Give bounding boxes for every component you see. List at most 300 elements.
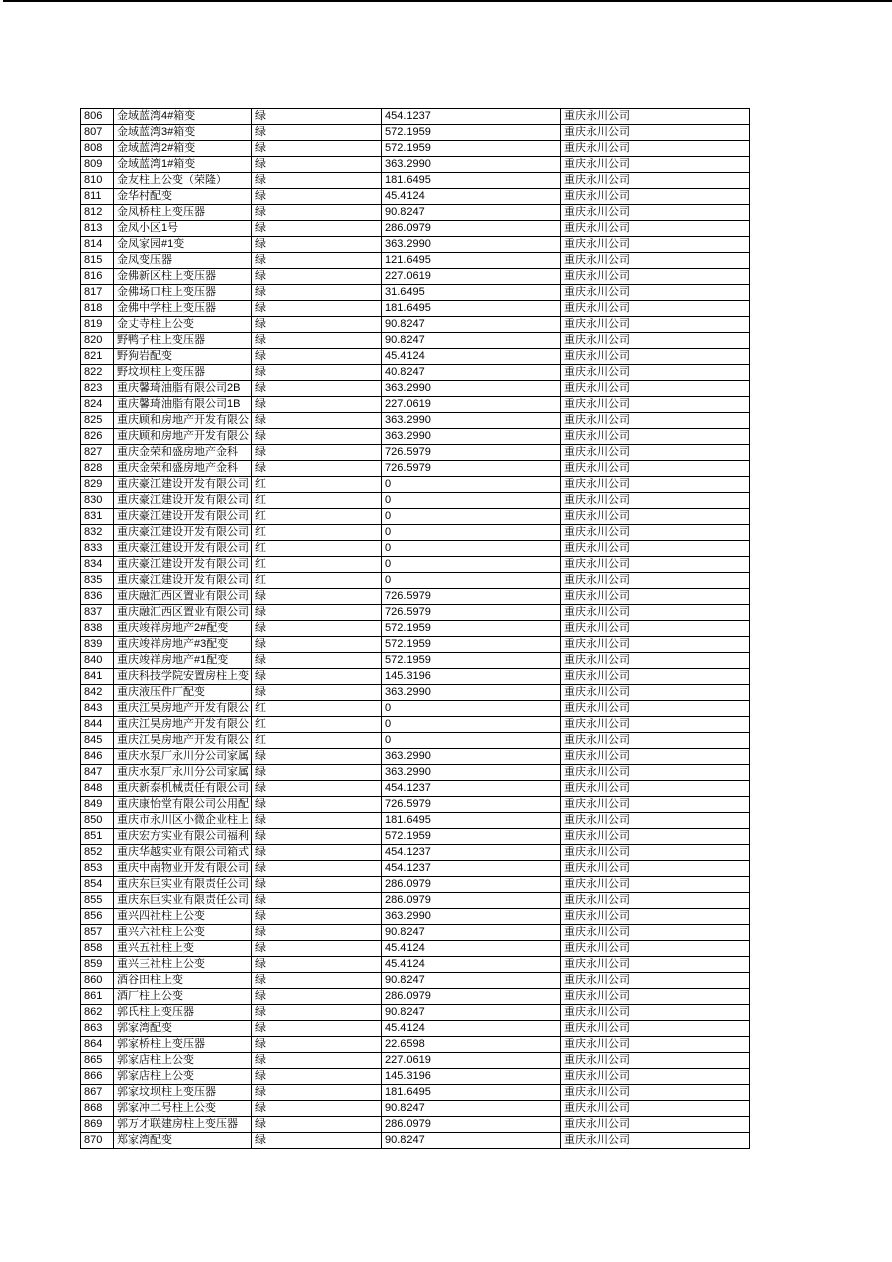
cell-company[interactable]: 重庆永川公司 (561, 1085, 750, 1101)
cell-status[interactable]: 绿 (252, 909, 382, 925)
cell-value[interactable]: 726.5979 (382, 445, 561, 461)
cell-row-number[interactable]: 834 (81, 557, 114, 573)
cell-company[interactable]: 重庆永川公司 (561, 333, 750, 349)
cell-status[interactable]: 绿 (252, 813, 382, 829)
cell-status[interactable]: 绿 (252, 269, 382, 285)
cell-status[interactable]: 红 (252, 557, 382, 573)
cell-company[interactable]: 重庆永川公司 (561, 189, 750, 205)
cell-status[interactable]: 绿 (252, 1069, 382, 1085)
cell-row-number[interactable]: 820 (81, 333, 114, 349)
cell-value[interactable]: 726.5979 (382, 797, 561, 813)
cell-device-name[interactable]: 金华村配变 (114, 189, 252, 205)
cell-row-number[interactable]: 858 (81, 941, 114, 957)
cell-device-name[interactable]: 郑家湾配变 (114, 1133, 252, 1149)
cell-row-number[interactable]: 823 (81, 381, 114, 397)
cell-row-number[interactable]: 809 (81, 157, 114, 173)
cell-status[interactable]: 绿 (252, 205, 382, 221)
cell-value[interactable]: 90.8247 (382, 317, 561, 333)
cell-device-name[interactable]: 郭家桥柱上变压器 (114, 1037, 252, 1053)
cell-row-number[interactable]: 814 (81, 237, 114, 253)
cell-value[interactable]: 90.8247 (382, 333, 561, 349)
cell-row-number[interactable]: 827 (81, 445, 114, 461)
cell-company[interactable]: 重庆永川公司 (561, 445, 750, 461)
cell-device-name[interactable]: 重庆科技学院安置房柱上变 (114, 669, 252, 685)
cell-row-number[interactable]: 830 (81, 493, 114, 509)
cell-row-number[interactable]: 825 (81, 413, 114, 429)
cell-company[interactable]: 重庆永川公司 (561, 621, 750, 637)
cell-row-number[interactable]: 833 (81, 541, 114, 557)
cell-device-name[interactable]: 重庆东巨实业有限责任公司 (114, 893, 252, 909)
cell-status[interactable]: 红 (252, 477, 382, 493)
cell-status[interactable]: 绿 (252, 317, 382, 333)
cell-row-number[interactable]: 816 (81, 269, 114, 285)
cell-device-name[interactable]: 金凤桥柱上变压器 (114, 205, 252, 221)
cell-device-name[interactable]: 重庆康怡堂有限公司公用配 (114, 797, 252, 813)
cell-row-number[interactable]: 851 (81, 829, 114, 845)
cell-company[interactable]: 重庆永川公司 (561, 509, 750, 525)
cell-device-name[interactable]: 重庆水泵厂永川分公司家属 (114, 749, 252, 765)
cell-value[interactable]: 145.3196 (382, 1069, 561, 1085)
cell-row-number[interactable]: 850 (81, 813, 114, 829)
cell-company[interactable]: 重庆永川公司 (561, 141, 750, 157)
cell-row-number[interactable]: 866 (81, 1069, 114, 1085)
cell-value[interactable]: 363.2990 (382, 413, 561, 429)
cell-row-number[interactable]: 847 (81, 765, 114, 781)
cell-company[interactable]: 重庆永川公司 (561, 717, 750, 733)
cell-value[interactable]: 0 (382, 573, 561, 589)
cell-row-number[interactable]: 852 (81, 845, 114, 861)
cell-status[interactable]: 红 (252, 701, 382, 717)
cell-row-number[interactable]: 828 (81, 461, 114, 477)
cell-company[interactable]: 重庆永川公司 (561, 941, 750, 957)
cell-company[interactable]: 重庆永川公司 (561, 989, 750, 1005)
cell-value[interactable]: 572.1959 (382, 829, 561, 845)
cell-status[interactable]: 绿 (252, 1021, 382, 1037)
cell-company[interactable]: 重庆永川公司 (561, 541, 750, 557)
cell-value[interactable]: 90.8247 (382, 1005, 561, 1021)
cell-device-name[interactable]: 郭家坟坝柱上变压器 (114, 1085, 252, 1101)
cell-device-name[interactable]: 重庆馨琦油脂有限公司1B (114, 397, 252, 413)
cell-row-number[interactable]: 848 (81, 781, 114, 797)
cell-company[interactable]: 重庆永川公司 (561, 253, 750, 269)
cell-company[interactable]: 重庆永川公司 (561, 1117, 750, 1133)
cell-device-name[interactable]: 重兴三社柱上公变 (114, 957, 252, 973)
cell-status[interactable]: 绿 (252, 1101, 382, 1117)
cell-row-number[interactable]: 849 (81, 797, 114, 813)
cell-row-number[interactable]: 854 (81, 877, 114, 893)
cell-company[interactable]: 重庆永川公司 (561, 973, 750, 989)
cell-row-number[interactable]: 843 (81, 701, 114, 717)
cell-value[interactable]: 0 (382, 509, 561, 525)
cell-company[interactable]: 重庆永川公司 (561, 957, 750, 973)
cell-company[interactable]: 重庆永川公司 (561, 365, 750, 381)
cell-status[interactable]: 绿 (252, 653, 382, 669)
cell-device-name[interactable]: 重兴四社柱上公变 (114, 909, 252, 925)
cell-value[interactable]: 572.1959 (382, 653, 561, 669)
cell-company[interactable]: 重庆永川公司 (561, 157, 750, 173)
cell-device-name[interactable]: 重庆新泰机械责任有限公司 (114, 781, 252, 797)
cell-value[interactable]: 181.6495 (382, 301, 561, 317)
cell-value[interactable]: 90.8247 (382, 1101, 561, 1117)
cell-value[interactable]: 572.1959 (382, 125, 561, 141)
cell-company[interactable]: 重庆永川公司 (561, 765, 750, 781)
cell-device-name[interactable]: 郭家冲二号柱上公变 (114, 1101, 252, 1117)
cell-status[interactable]: 绿 (252, 125, 382, 141)
cell-device-name[interactable]: 重庆馨琦油脂有限公司2B (114, 381, 252, 397)
cell-status[interactable]: 绿 (252, 749, 382, 765)
cell-device-name[interactable]: 金凤家园#1变 (114, 237, 252, 253)
cell-status[interactable]: 绿 (252, 413, 382, 429)
cell-device-name[interactable]: 重庆豪江建设开发有限公司 (114, 493, 252, 509)
cell-device-name[interactable]: 金凤小区1号 (114, 221, 252, 237)
cell-value[interactable]: 90.8247 (382, 1133, 561, 1149)
cell-value[interactable]: 572.1959 (382, 637, 561, 653)
cell-row-number[interactable]: 862 (81, 1005, 114, 1021)
cell-company[interactable]: 重庆永川公司 (561, 381, 750, 397)
cell-device-name[interactable]: 野鸭子柱上变压器 (114, 333, 252, 349)
cell-device-name[interactable]: 郭家店柱上公变 (114, 1053, 252, 1069)
cell-company[interactable]: 重庆永川公司 (561, 877, 750, 893)
cell-status[interactable]: 绿 (252, 1053, 382, 1069)
cell-device-name[interactable]: 金佛场口柱上变压器 (114, 285, 252, 301)
cell-row-number[interactable]: 842 (81, 685, 114, 701)
cell-company[interactable]: 重庆永川公司 (561, 269, 750, 285)
cell-company[interactable]: 重庆永川公司 (561, 685, 750, 701)
cell-status[interactable]: 绿 (252, 637, 382, 653)
cell-status[interactable]: 绿 (252, 941, 382, 957)
cell-value[interactable]: 726.5979 (382, 589, 561, 605)
cell-status[interactable]: 绿 (252, 605, 382, 621)
cell-device-name[interactable]: 重庆豪江建设开发有限公司 (114, 477, 252, 493)
cell-device-name[interactable]: 金佛新区柱上变压器 (114, 269, 252, 285)
cell-device-name[interactable]: 野坟坝柱上变压器 (114, 365, 252, 381)
cell-status[interactable]: 绿 (252, 397, 382, 413)
cell-device-name[interactable]: 重庆顾和房地产开发有限公 (114, 413, 252, 429)
cell-value[interactable]: 0 (382, 701, 561, 717)
cell-value[interactable]: 0 (382, 717, 561, 733)
cell-company[interactable]: 重庆永川公司 (561, 349, 750, 365)
cell-row-number[interactable]: 841 (81, 669, 114, 685)
cell-company[interactable]: 重庆永川公司 (561, 461, 750, 477)
cell-row-number[interactable]: 837 (81, 605, 114, 621)
cell-company[interactable]: 重庆永川公司 (561, 845, 750, 861)
cell-device-name[interactable]: 重庆豪江建设开发有限公司 (114, 509, 252, 525)
cell-row-number[interactable]: 861 (81, 989, 114, 1005)
cell-status[interactable]: 绿 (252, 1117, 382, 1133)
cell-row-number[interactable]: 813 (81, 221, 114, 237)
cell-company[interactable]: 重庆永川公司 (561, 1101, 750, 1117)
cell-status[interactable]: 绿 (252, 285, 382, 301)
cell-device-name[interactable]: 重庆东巨实业有限责任公司 (114, 877, 252, 893)
cell-value[interactable]: 286.0979 (382, 893, 561, 909)
cell-company[interactable]: 重庆永川公司 (561, 637, 750, 653)
cell-value[interactable]: 454.1237 (382, 845, 561, 861)
cell-company[interactable]: 重庆永川公司 (561, 413, 750, 429)
cell-value[interactable]: 363.2990 (382, 909, 561, 925)
cell-row-number[interactable]: 829 (81, 477, 114, 493)
cell-status[interactable]: 绿 (252, 877, 382, 893)
cell-company[interactable]: 重庆永川公司 (561, 701, 750, 717)
cell-status[interactable]: 绿 (252, 861, 382, 877)
cell-company[interactable]: 重庆永川公司 (561, 525, 750, 541)
cell-value[interactable]: 90.8247 (382, 205, 561, 221)
cell-status[interactable]: 绿 (252, 669, 382, 685)
cell-company[interactable]: 重庆永川公司 (561, 109, 750, 125)
cell-status[interactable]: 绿 (252, 765, 382, 781)
cell-value[interactable]: 0 (382, 733, 561, 749)
cell-row-number[interactable]: 806 (81, 109, 114, 125)
cell-company[interactable]: 重庆永川公司 (561, 925, 750, 941)
cell-status[interactable]: 绿 (252, 365, 382, 381)
cell-company[interactable]: 重庆永川公司 (561, 317, 750, 333)
cell-device-name[interactable]: 金佛中学柱上变压器 (114, 301, 252, 317)
cell-device-name[interactable]: 重兴六社柱上公变 (114, 925, 252, 941)
cell-value[interactable]: 45.4124 (382, 957, 561, 973)
cell-status[interactable]: 绿 (252, 973, 382, 989)
cell-value[interactable]: 726.5979 (382, 605, 561, 621)
cell-status[interactable]: 绿 (252, 189, 382, 205)
cell-device-name[interactable]: 重庆中南物业开发有限公司 (114, 861, 252, 877)
cell-device-name[interactable]: 重庆水泵厂永川分公司家属 (114, 765, 252, 781)
cell-row-number[interactable]: 811 (81, 189, 114, 205)
cell-row-number[interactable]: 810 (81, 173, 114, 189)
cell-value[interactable]: 181.6495 (382, 1085, 561, 1101)
cell-value[interactable]: 45.4124 (382, 349, 561, 365)
cell-value[interactable]: 363.2990 (382, 749, 561, 765)
cell-device-name[interactable]: 重庆华越实业有限公司箱式 (114, 845, 252, 861)
cell-row-number[interactable]: 838 (81, 621, 114, 637)
cell-company[interactable]: 重庆永川公司 (561, 797, 750, 813)
cell-row-number[interactable]: 855 (81, 893, 114, 909)
cell-company[interactable]: 重庆永川公司 (561, 813, 750, 829)
cell-status[interactable]: 绿 (252, 301, 382, 317)
cell-device-name[interactable]: 金域蓝湾3#箱变 (114, 125, 252, 141)
cell-row-number[interactable]: 812 (81, 205, 114, 221)
cell-status[interactable]: 绿 (252, 685, 382, 701)
cell-status[interactable]: 绿 (252, 621, 382, 637)
cell-device-name[interactable]: 重庆竣祥房地产2#配变 (114, 621, 252, 637)
cell-device-name[interactable]: 重庆市永川区小微企业柱上 (114, 813, 252, 829)
cell-value[interactable]: 145.3196 (382, 669, 561, 685)
cell-row-number[interactable]: 835 (81, 573, 114, 589)
cell-value[interactable]: 572.1959 (382, 141, 561, 157)
cell-row-number[interactable]: 868 (81, 1101, 114, 1117)
cell-row-number[interactable]: 846 (81, 749, 114, 765)
cell-value[interactable]: 286.0979 (382, 1117, 561, 1133)
cell-company[interactable]: 重庆永川公司 (561, 429, 750, 445)
cell-device-name[interactable]: 重庆融汇西区置业有限公司 (114, 589, 252, 605)
cell-status[interactable]: 绿 (252, 829, 382, 845)
cell-company[interactable]: 重庆永川公司 (561, 893, 750, 909)
cell-row-number[interactable]: 869 (81, 1117, 114, 1133)
cell-value[interactable]: 181.6495 (382, 813, 561, 829)
cell-company[interactable]: 重庆永川公司 (561, 605, 750, 621)
cell-row-number[interactable]: 840 (81, 653, 114, 669)
cell-status[interactable]: 绿 (252, 589, 382, 605)
cell-device-name[interactable]: 重庆液压件厂配变 (114, 685, 252, 701)
cell-row-number[interactable]: 853 (81, 861, 114, 877)
cell-row-number[interactable]: 821 (81, 349, 114, 365)
cell-device-name[interactable]: 金丈寺柱上公变 (114, 317, 252, 333)
cell-value[interactable]: 454.1237 (382, 861, 561, 877)
cell-device-name[interactable]: 重兴五社柱上变 (114, 941, 252, 957)
cell-value[interactable]: 0 (382, 477, 561, 493)
cell-row-number[interactable]: 863 (81, 1021, 114, 1037)
cell-company[interactable]: 重庆永川公司 (561, 493, 750, 509)
cell-status[interactable]: 绿 (252, 253, 382, 269)
cell-value[interactable]: 0 (382, 557, 561, 573)
cell-row-number[interactable]: 845 (81, 733, 114, 749)
cell-value[interactable]: 0 (382, 493, 561, 509)
cell-status[interactable]: 绿 (252, 445, 382, 461)
cell-value[interactable]: 45.4124 (382, 189, 561, 205)
cell-value[interactable]: 45.4124 (382, 941, 561, 957)
cell-status[interactable]: 红 (252, 573, 382, 589)
cell-status[interactable]: 红 (252, 541, 382, 557)
cell-status[interactable]: 绿 (252, 461, 382, 477)
cell-status[interactable]: 绿 (252, 429, 382, 445)
cell-status[interactable]: 绿 (252, 781, 382, 797)
cell-value[interactable]: 363.2990 (382, 429, 561, 445)
cell-status[interactable]: 绿 (252, 893, 382, 909)
cell-device-name[interactable]: 野狗岩配变 (114, 349, 252, 365)
cell-value[interactable]: 363.2990 (382, 381, 561, 397)
cell-value[interactable]: 227.0619 (382, 1053, 561, 1069)
cell-device-name[interactable]: 重庆豪江建设开发有限公司 (114, 525, 252, 541)
cell-device-name[interactable]: 酒厂柱上公变 (114, 989, 252, 1005)
cell-company[interactable]: 重庆永川公司 (561, 861, 750, 877)
cell-status[interactable]: 红 (252, 509, 382, 525)
cell-status[interactable]: 绿 (252, 381, 382, 397)
cell-company[interactable]: 重庆永川公司 (561, 1021, 750, 1037)
cell-row-number[interactable]: 865 (81, 1053, 114, 1069)
cell-row-number[interactable]: 815 (81, 253, 114, 269)
cell-company[interactable]: 重庆永川公司 (561, 221, 750, 237)
cell-row-number[interactable]: 808 (81, 141, 114, 157)
cell-company[interactable]: 重庆永川公司 (561, 1133, 750, 1149)
cell-value[interactable]: 286.0979 (382, 221, 561, 237)
cell-status[interactable]: 绿 (252, 989, 382, 1005)
cell-status[interactable]: 红 (252, 525, 382, 541)
cell-row-number[interactable]: 818 (81, 301, 114, 317)
cell-row-number[interactable]: 819 (81, 317, 114, 333)
cell-device-name[interactable]: 重庆竣祥房地产#1配变 (114, 653, 252, 669)
cell-device-name[interactable]: 金友柱上公变（荣隆） (114, 173, 252, 189)
cell-company[interactable]: 重庆永川公司 (561, 909, 750, 925)
cell-status[interactable]: 绿 (252, 1085, 382, 1101)
cell-row-number[interactable]: 860 (81, 973, 114, 989)
cell-status[interactable]: 红 (252, 493, 382, 509)
cell-row-number[interactable]: 807 (81, 125, 114, 141)
cell-value[interactable]: 454.1237 (382, 781, 561, 797)
cell-row-number[interactable]: 832 (81, 525, 114, 541)
cell-status[interactable]: 绿 (252, 157, 382, 173)
cell-value[interactable]: 286.0979 (382, 877, 561, 893)
cell-status[interactable]: 绿 (252, 845, 382, 861)
cell-company[interactable]: 重庆永川公司 (561, 285, 750, 301)
cell-company[interactable]: 重庆永川公司 (561, 237, 750, 253)
cell-company[interactable]: 重庆永川公司 (561, 557, 750, 573)
cell-status[interactable]: 绿 (252, 333, 382, 349)
cell-device-name[interactable]: 重庆金荣和盛房地产金科 (114, 445, 252, 461)
cell-device-name[interactable]: 重庆江昊房地产开发有限公 (114, 733, 252, 749)
cell-value[interactable]: 31.6495 (382, 285, 561, 301)
cell-value[interactable]: 726.5979 (382, 461, 561, 477)
cell-value[interactable]: 227.0619 (382, 269, 561, 285)
cell-device-name[interactable]: 金凤变压器 (114, 253, 252, 269)
cell-value[interactable]: 40.8247 (382, 365, 561, 381)
cell-value[interactable]: 363.2990 (382, 765, 561, 781)
cell-status[interactable]: 绿 (252, 141, 382, 157)
cell-device-name[interactable]: 金域蓝湾2#箱变 (114, 141, 252, 157)
cell-device-name[interactable]: 重庆江昊房地产开发有限公 (114, 717, 252, 733)
cell-status[interactable]: 绿 (252, 221, 382, 237)
cell-value[interactable]: 227.0619 (382, 397, 561, 413)
cell-company[interactable]: 重庆永川公司 (561, 781, 750, 797)
cell-company[interactable]: 重庆永川公司 (561, 397, 750, 413)
cell-company[interactable]: 重庆永川公司 (561, 733, 750, 749)
cell-row-number[interactable]: 859 (81, 957, 114, 973)
cell-row-number[interactable]: 867 (81, 1085, 114, 1101)
cell-company[interactable]: 重庆永川公司 (561, 749, 750, 765)
cell-device-name[interactable]: 重庆宏方实业有限公司福利 (114, 829, 252, 845)
cell-row-number[interactable]: 856 (81, 909, 114, 925)
cell-device-name[interactable]: 金域蓝湾4#箱变 (114, 109, 252, 125)
cell-status[interactable]: 绿 (252, 1005, 382, 1021)
cell-value[interactable]: 454.1237 (382, 109, 561, 125)
cell-device-name[interactable]: 重庆顾和房地产开发有限公 (114, 429, 252, 445)
cell-company[interactable]: 重庆永川公司 (561, 1053, 750, 1069)
cell-row-number[interactable]: 824 (81, 397, 114, 413)
cell-status[interactable]: 绿 (252, 1037, 382, 1053)
cell-status[interactable]: 绿 (252, 173, 382, 189)
cell-row-number[interactable]: 836 (81, 589, 114, 605)
cell-value[interactable]: 286.0979 (382, 989, 561, 1005)
cell-row-number[interactable]: 822 (81, 365, 114, 381)
cell-row-number[interactable]: 857 (81, 925, 114, 941)
cell-device-name[interactable]: 重庆江昊房地产开发有限公 (114, 701, 252, 717)
cell-value[interactable]: 0 (382, 541, 561, 557)
cell-value[interactable]: 121.6495 (382, 253, 561, 269)
cell-device-name[interactable]: 重庆豪江建设开发有限公司 (114, 573, 252, 589)
cell-value[interactable]: 363.2990 (382, 157, 561, 173)
cell-value[interactable]: 363.2990 (382, 237, 561, 253)
cell-row-number[interactable]: 817 (81, 285, 114, 301)
cell-status[interactable]: 绿 (252, 237, 382, 253)
cell-company[interactable]: 重庆永川公司 (561, 1037, 750, 1053)
cell-device-name[interactable]: 郭家店柱上公变 (114, 1069, 252, 1085)
cell-row-number[interactable]: 864 (81, 1037, 114, 1053)
cell-status[interactable]: 红 (252, 717, 382, 733)
cell-company[interactable]: 重庆永川公司 (561, 301, 750, 317)
cell-device-name[interactable]: 酒谷田柱上变 (114, 973, 252, 989)
cell-device-name[interactable]: 郭氏柱上变压器 (114, 1005, 252, 1021)
cell-company[interactable]: 重庆永川公司 (561, 653, 750, 669)
cell-status[interactable]: 红 (252, 733, 382, 749)
cell-value[interactable]: 90.8247 (382, 925, 561, 941)
cell-value[interactable]: 0 (382, 525, 561, 541)
cell-company[interactable]: 重庆永川公司 (561, 1005, 750, 1021)
cell-status[interactable]: 绿 (252, 797, 382, 813)
cell-value[interactable]: 363.2990 (382, 685, 561, 701)
cell-company[interactable]: 重庆永川公司 (561, 1069, 750, 1085)
cell-status[interactable]: 绿 (252, 957, 382, 973)
cell-value[interactable]: 22.6598 (382, 1037, 561, 1053)
cell-device-name[interactable]: 重庆豪江建设开发有限公司 (114, 541, 252, 557)
cell-row-number[interactable]: 870 (81, 1133, 114, 1149)
cell-device-name[interactable]: 郭家湾配变 (114, 1021, 252, 1037)
cell-device-name[interactable]: 重庆竣祥房地产#3配变 (114, 637, 252, 653)
